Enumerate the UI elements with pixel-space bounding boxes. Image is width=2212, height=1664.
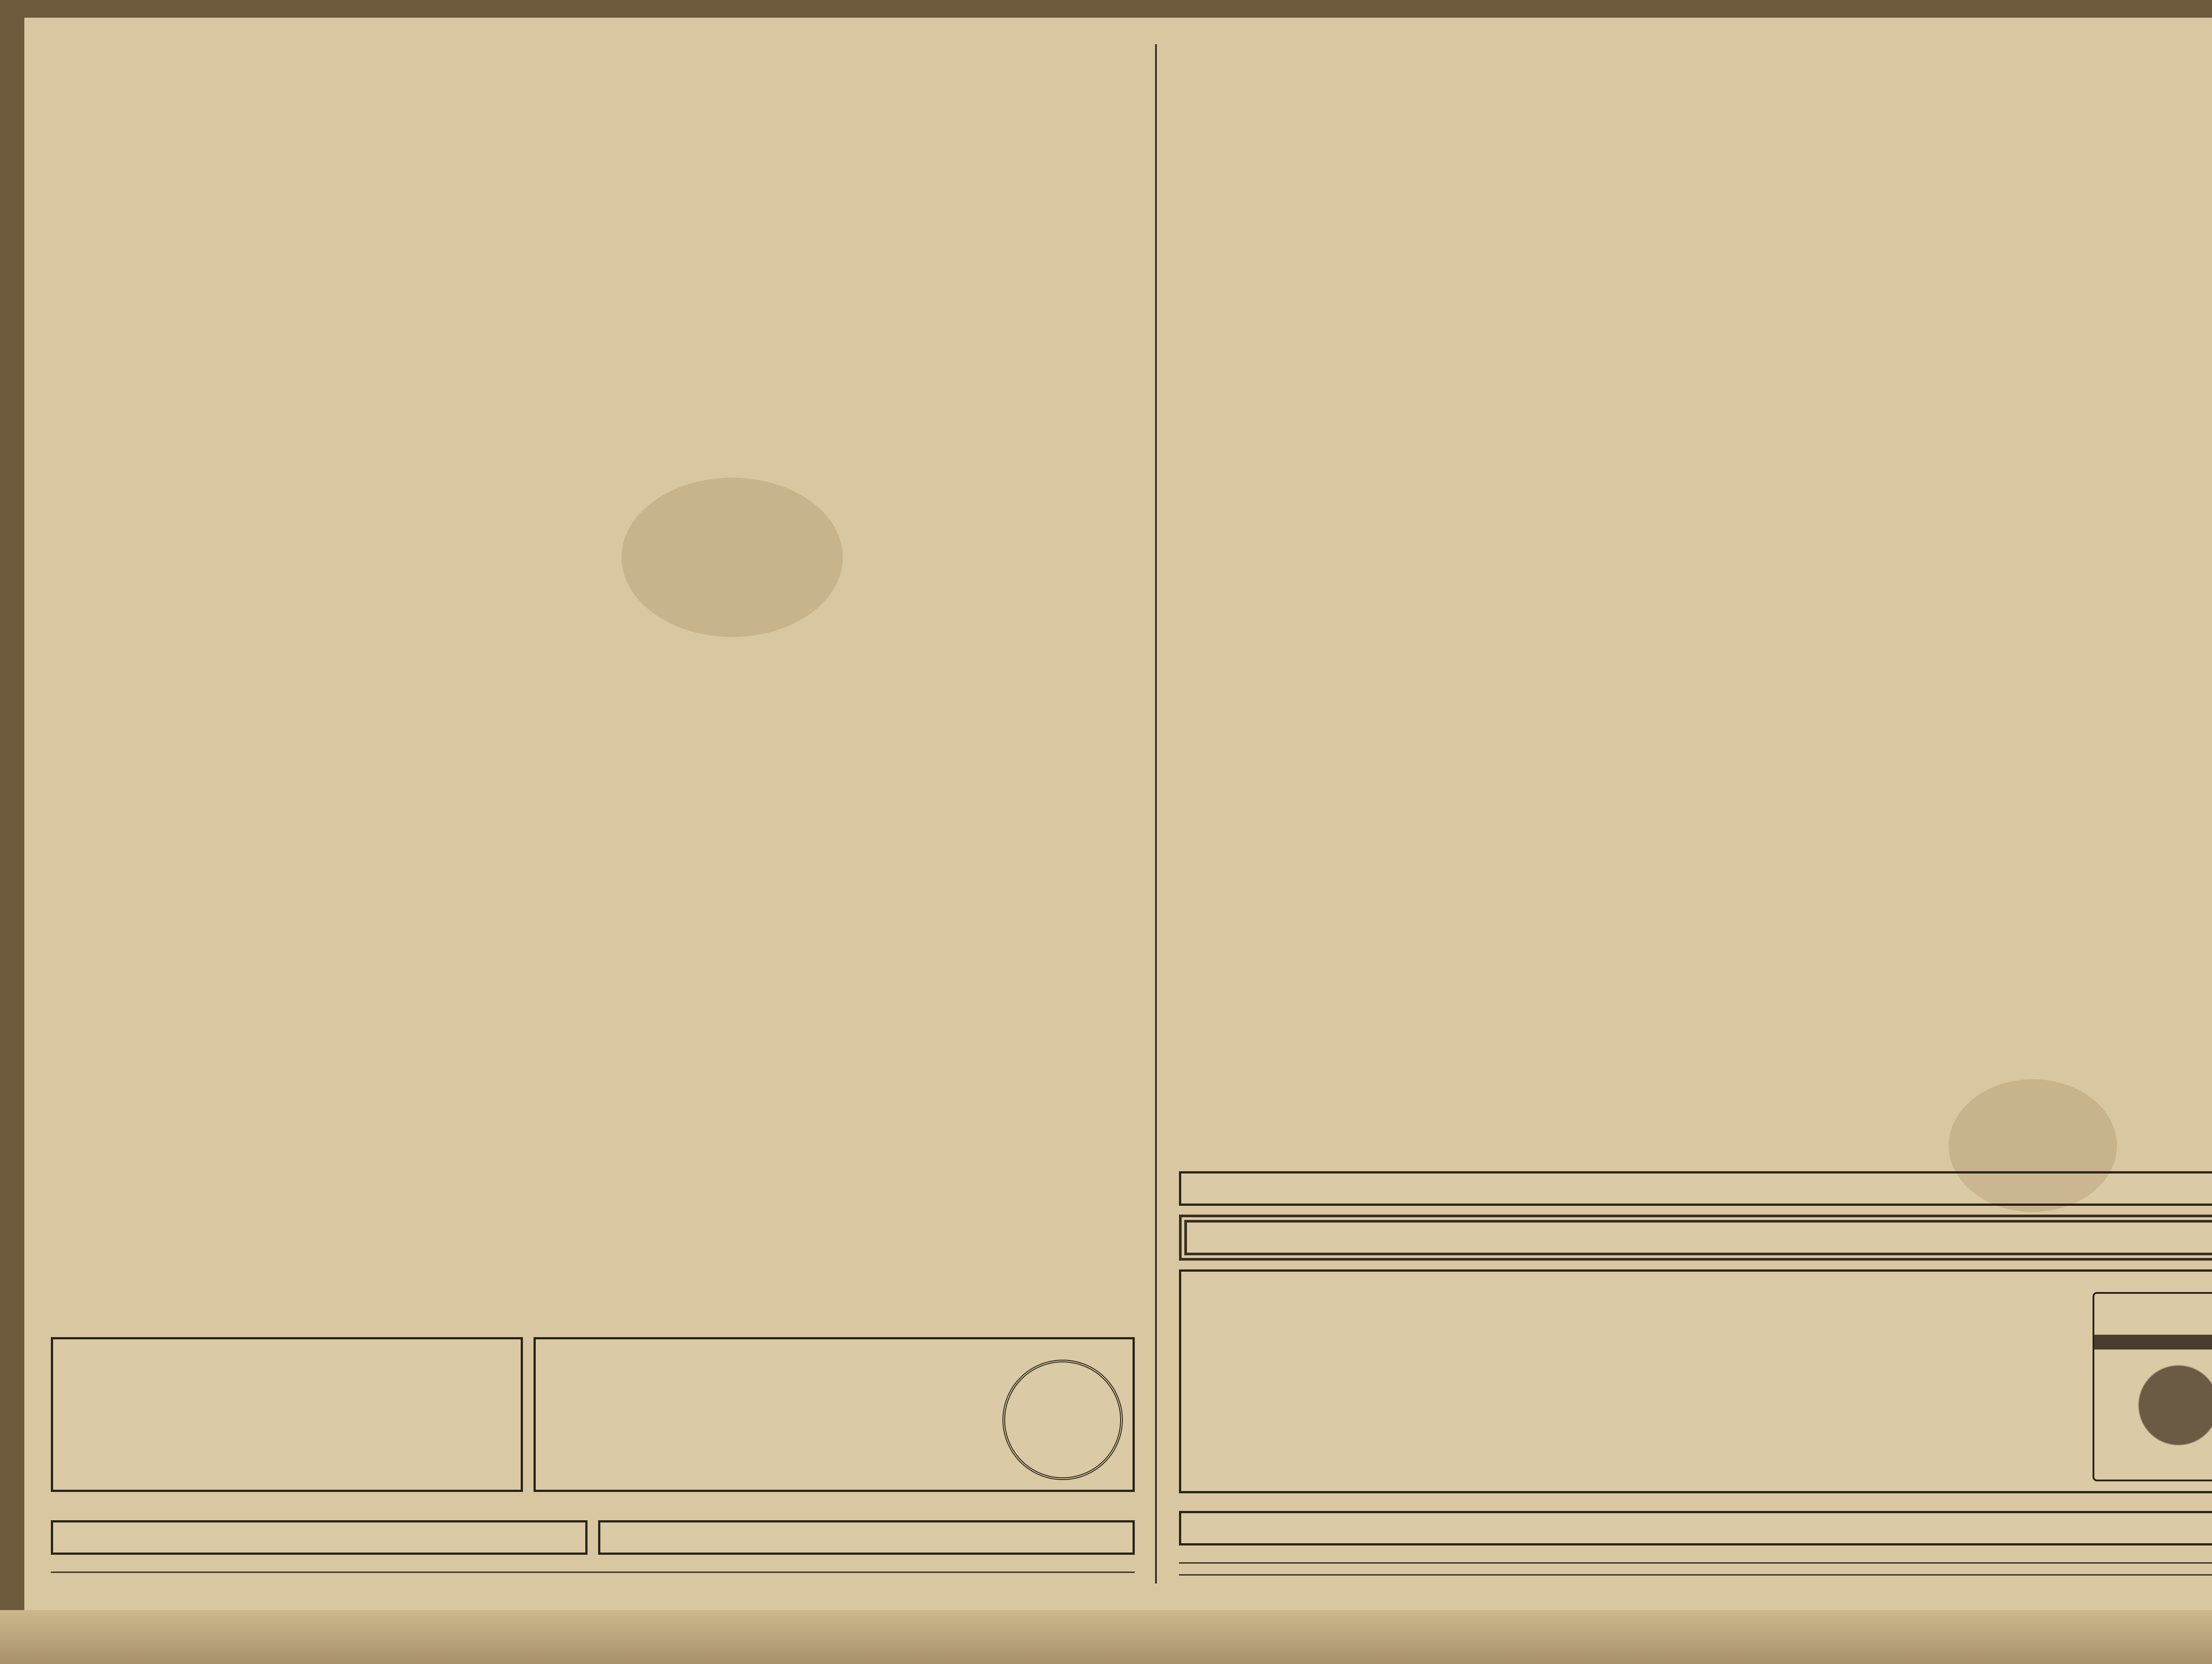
seal-icon	[1002, 1360, 1123, 1480]
ad-naehmaschinen	[1179, 1269, 2212, 1493]
newspaper-page	[24, 18, 2212, 1610]
ad-zahnpraxis	[1179, 1215, 2212, 1261]
ad-drucksachen	[51, 1337, 523, 1492]
ad-turnverein	[1179, 1511, 2212, 1545]
ad-bosch	[1179, 1171, 2212, 1206]
separator	[1179, 1562, 2212, 1564]
ad-row	[1179, 1502, 2212, 1554]
separator	[1179, 1574, 2212, 1576]
ad-kaiser-natron	[598, 1520, 1135, 1555]
ad-lottery	[51, 1520, 588, 1555]
newspaper-column-right	[51, 44, 1135, 1583]
ad-bohnerwachs	[534, 1337, 1135, 1492]
ad-row	[51, 1328, 1135, 1501]
ad-row	[51, 1511, 1135, 1564]
separator	[51, 1572, 1135, 1573]
page-bottom-edge	[0, 1610, 2212, 1664]
sewing-machine-icon	[2093, 1292, 2212, 1481]
newspaper-column-left	[1179, 44, 2212, 1583]
column-rule	[1155, 44, 1157, 1583]
